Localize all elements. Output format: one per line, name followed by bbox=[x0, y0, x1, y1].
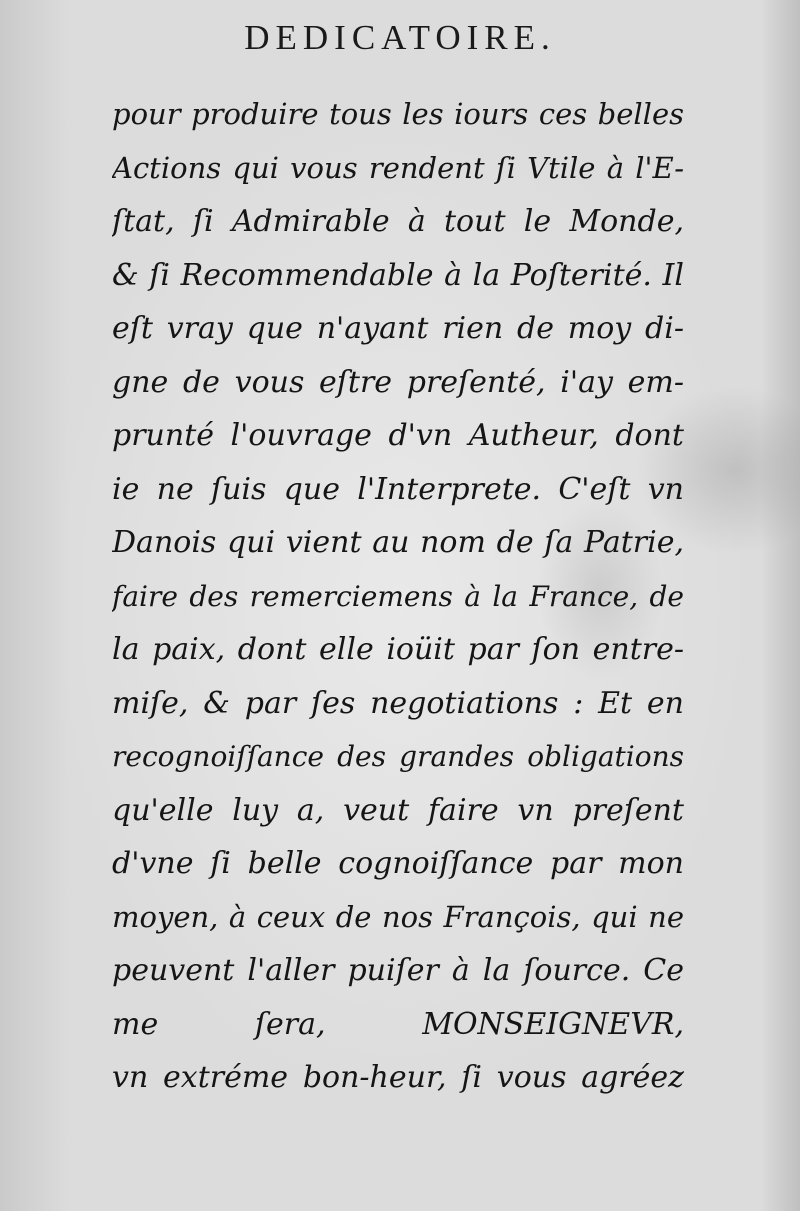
text-line: pour produire tous les iours ces belles bbox=[112, 97, 684, 131]
text-line: Danois qui vient au nom de ſa Patrie, bbox=[112, 525, 684, 560]
text-line: gne de vous eſtre preſenté, i'ay em- bbox=[112, 364, 684, 400]
text-line: recognoiſſance des grandes obligations bbox=[112, 740, 684, 773]
text-line: d'vne ſi belle cognoiſſance par mon bbox=[112, 846, 684, 881]
text-line: miſe, & par ſes negotiations : Et en bbox=[112, 685, 684, 721]
text-line: & ſi Recommendable à la Poſterité. Il bbox=[112, 257, 684, 293]
text-line: eſt vray que n'ayant rien de moy di- bbox=[112, 311, 684, 346]
text-line: prunté l'ouvrage d'vn Autheur, dont bbox=[112, 418, 684, 453]
text-line: moyen, à ceux de nos François, qui ne bbox=[112, 899, 684, 934]
text-line: faire des remerciemens à la France, de bbox=[112, 579, 684, 613]
text-line: peuvent l'aller puiſer à la ſource. Ce bbox=[112, 953, 684, 988]
text-line: Actions qui vous rendent ſi Vtile à l'E- bbox=[112, 150, 684, 185]
text-line: la paix, dont elle ioüit par ſon entre- bbox=[112, 632, 684, 667]
page-shadow-right bbox=[760, 0, 800, 1211]
running-head: DEDICATOIRE. bbox=[244, 18, 556, 57]
text-line: ie ne ſuis que l'Interprete. C'eſt vn bbox=[112, 471, 684, 507]
page-shadow-left bbox=[0, 0, 70, 1211]
text-line: me ſera, MONSEIGNEVR, bbox=[112, 1006, 684, 1042]
body-text bbox=[112, 88, 684, 1105]
text-line: vn extréme bon-heur, ſi vous agréez bbox=[112, 1060, 684, 1095]
text-line: qu'elle luy a, veut faire vn preſent bbox=[112, 792, 684, 828]
text-line: ſtat, ſi Admirable à tout le Monde, bbox=[112, 204, 684, 239]
